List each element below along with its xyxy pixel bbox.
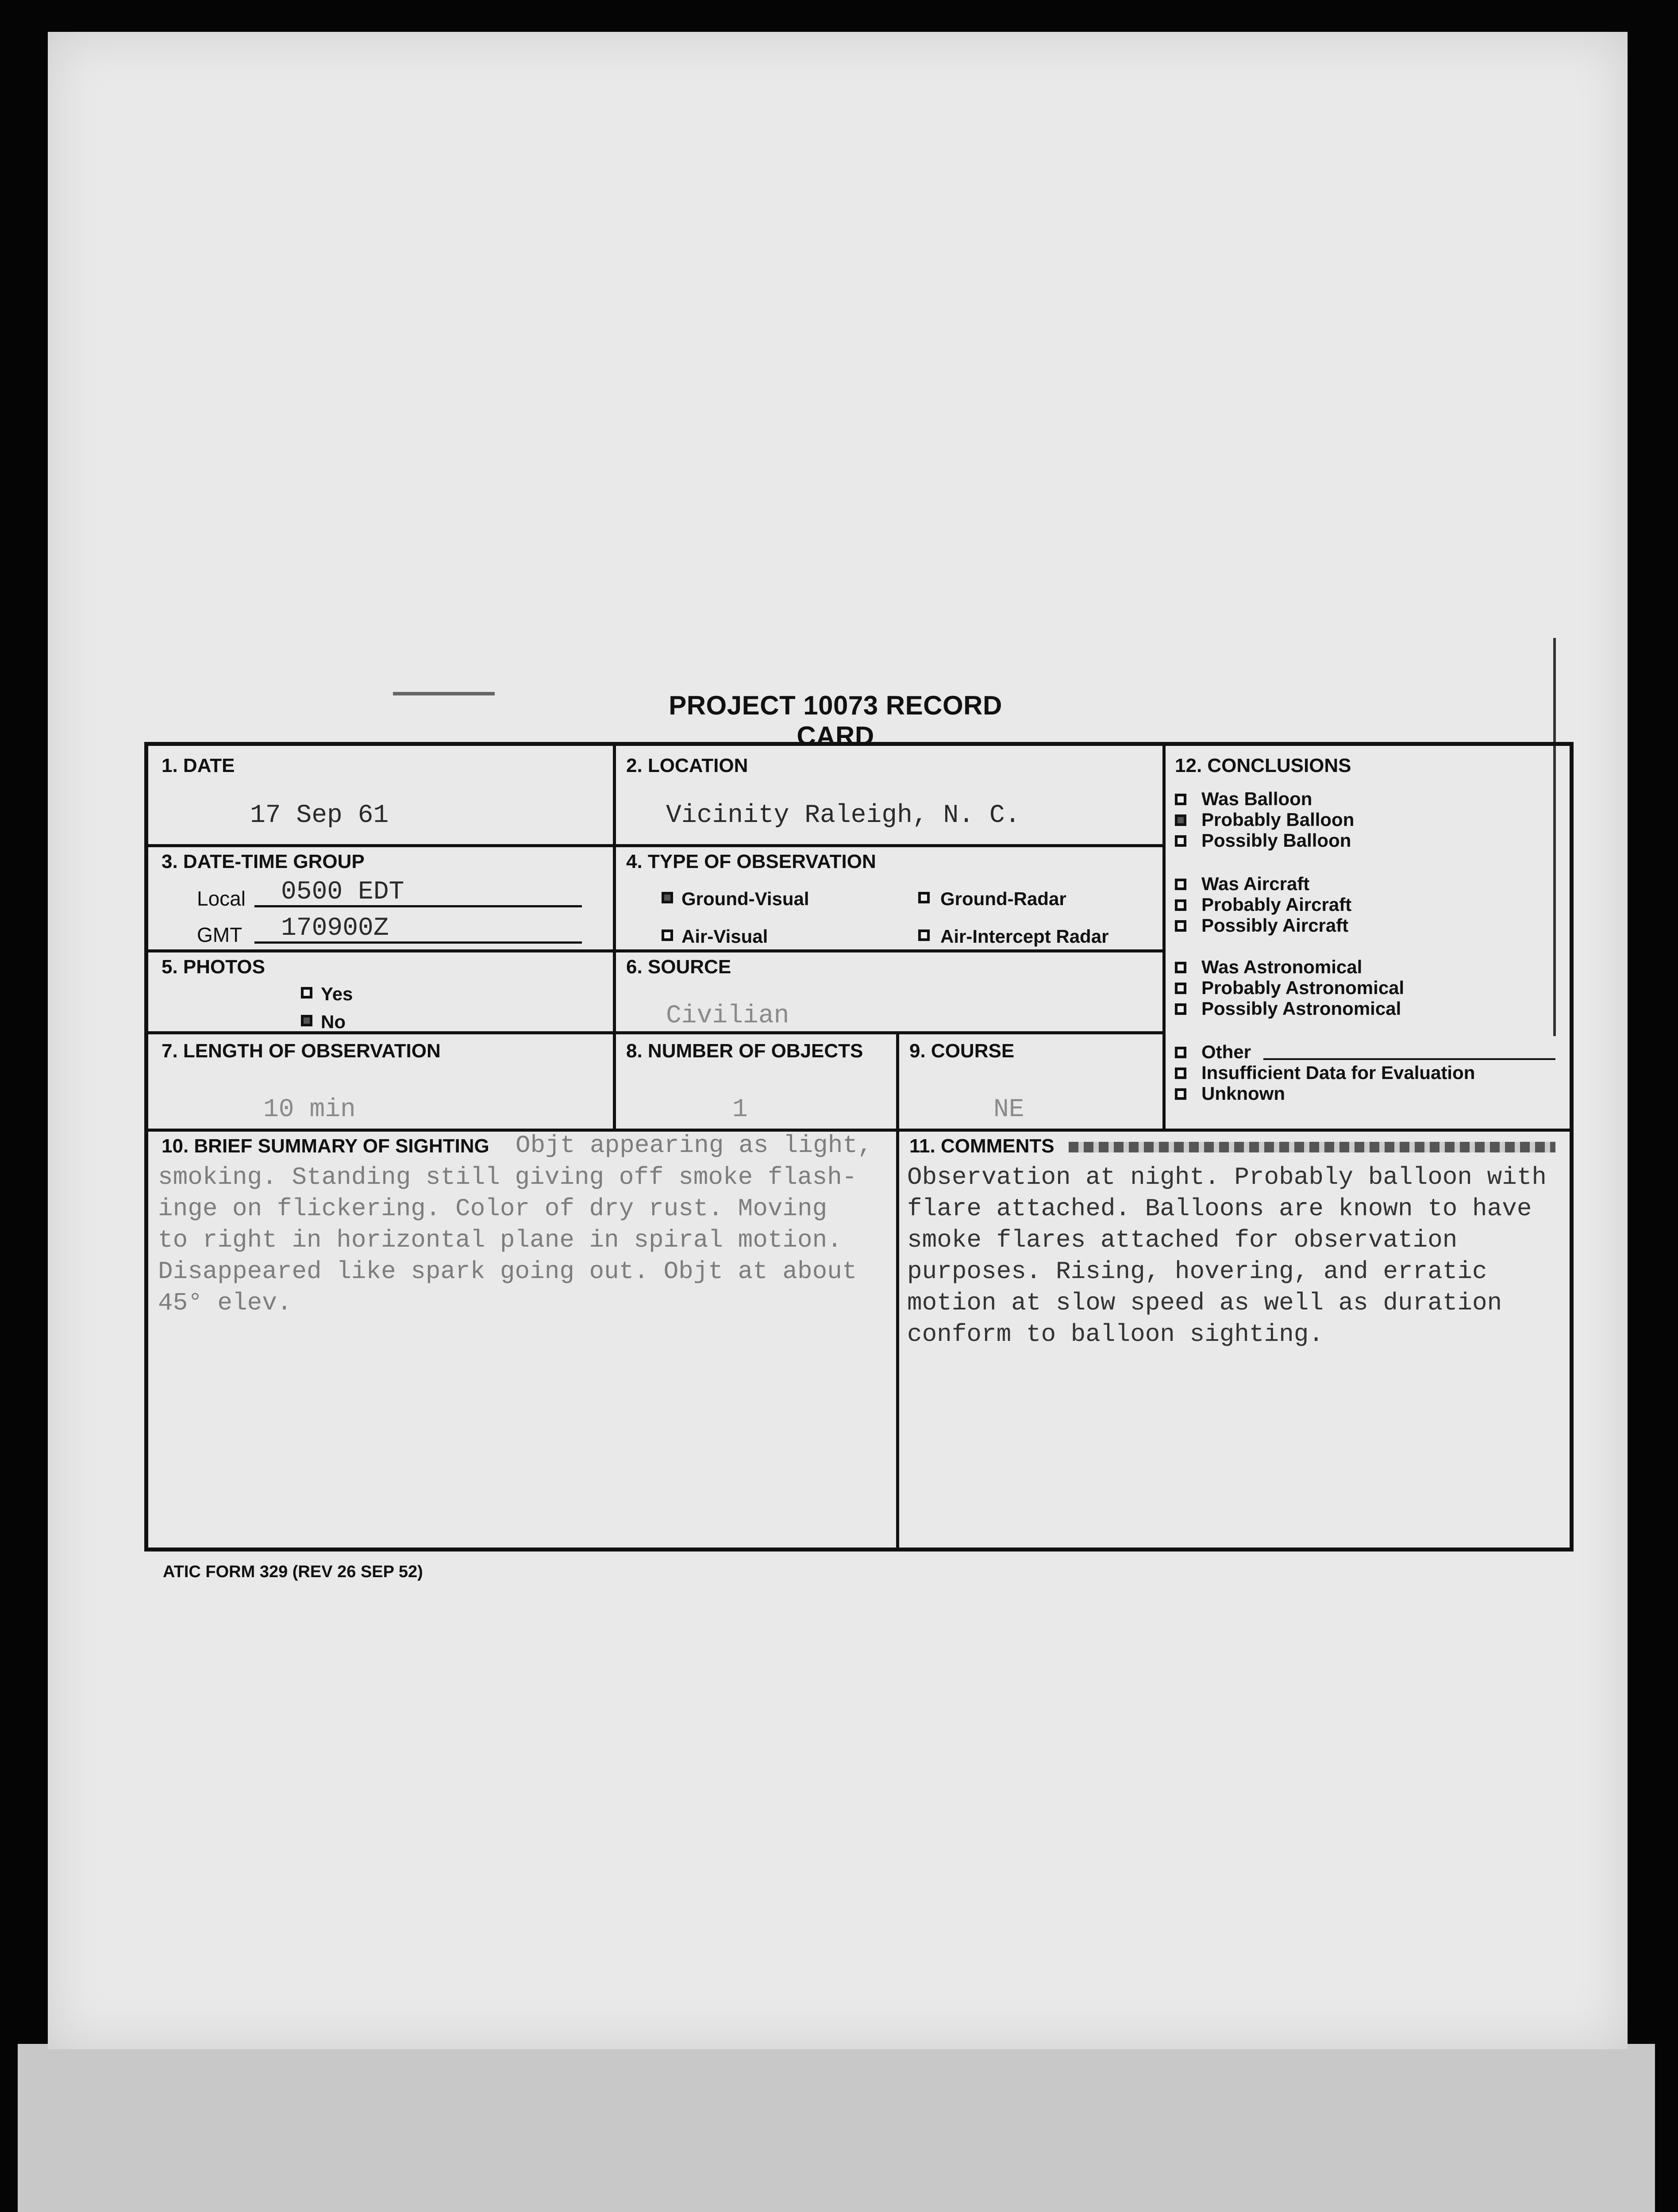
grid-line	[1162, 746, 1166, 1131]
dtg-label: 3. DATE-TIME GROUP	[162, 851, 365, 872]
dtg-local-value: 0500 EDT	[281, 878, 404, 906]
unknown-label: Unknown	[1201, 1083, 1285, 1104]
insufficient-data-label: Insufficient Data for Evaluation	[1201, 1062, 1475, 1083]
probably-aircraft-label: Probably Aircraft	[1201, 894, 1352, 915]
possibly-balloon-label: Possibly Balloon	[1201, 830, 1351, 851]
was-astronomical-label: Was Astronomical	[1201, 956, 1362, 977]
source-value: Civilian	[666, 1002, 789, 1030]
location-value: Vicinity Raleigh, N. C.	[666, 801, 1020, 830]
photos-yes-checkbox[interactable]	[301, 987, 312, 998]
possibly-aircraft-label: Possibly Aircraft	[1201, 915, 1349, 936]
probably-astronomical-label: Probably Astronomical	[1201, 977, 1405, 998]
was-balloon-label: Was Balloon	[1201, 788, 1312, 809]
possibly-astronomical-label: Possibly Astronomical	[1201, 998, 1401, 1019]
grid-line	[148, 1031, 1162, 1034]
probably-astronomical-checkbox[interactable]	[1175, 983, 1186, 994]
lower-backing-sheet	[18, 2044, 1655, 2212]
length-value: 10 min	[263, 1095, 356, 1124]
grid-line	[896, 1031, 899, 1131]
page-title: PROJECT 10073 RECORD CARD	[669, 691, 1002, 751]
possibly-aircraft-checkbox[interactable]	[1175, 920, 1186, 932]
was-astronomical-checkbox[interactable]	[1175, 962, 1186, 973]
length-label: 7. LENGTH OF OBSERVATION	[162, 1040, 441, 1062]
grid-line	[896, 1129, 899, 1548]
record-card-grid	[144, 742, 1574, 1551]
location-label: 2. LOCATION	[626, 755, 748, 776]
date-value: 17 Sep 61	[250, 801, 389, 830]
record-sheet	[48, 32, 1628, 2049]
comments-text: Observation at night. Probably balloon with flare attached. Balloons are known to have smoke flares attached for observation purposes. Rising, hovering, and erratic motion at slow speed as well as duration conform to balloon sighting.	[907, 1163, 1547, 1348]
summary-first-line: Objt appearing as light,	[516, 1131, 873, 1160]
was-balloon-checkbox[interactable]	[1175, 794, 1186, 805]
air-intercept-radar-checkbox[interactable]	[918, 929, 930, 941]
course-label: 9. COURSE	[909, 1040, 1015, 1062]
form-id: ATIC FORM 329 (REV 26 SEP 52)	[163, 1563, 423, 1581]
date-label: 1. DATE	[162, 755, 235, 776]
ground-visual-label: Ground-Visual	[681, 888, 809, 909]
grid-line	[613, 746, 616, 1131]
was-aircraft-label: Was Aircraft	[1201, 873, 1310, 894]
possibly-astronomical-checkbox[interactable]	[1175, 1003, 1186, 1015]
insufficient-data-checkbox[interactable]	[1175, 1068, 1186, 1079]
dtg-local-label: Local	[197, 887, 246, 910]
was-aircraft-checkbox[interactable]	[1175, 879, 1186, 890]
ground-radar-label: Ground-Radar	[940, 888, 1066, 909]
source-label: 6. SOURCE	[626, 956, 731, 978]
photos-no-label: No	[321, 1011, 346, 1032]
ground-visual-checkbox[interactable]	[662, 892, 673, 903]
dtg-gmt-value: 170900Z	[281, 914, 389, 943]
unknown-checkbox[interactable]	[1175, 1088, 1186, 1100]
probably-balloon-label: Probably Balloon	[1201, 809, 1355, 830]
photos-label: 5. PHOTOS	[162, 956, 265, 978]
other-checkbox[interactable]	[1175, 1047, 1186, 1058]
grid-line	[148, 949, 1162, 952]
other-label: Other	[1201, 1041, 1251, 1062]
photos-no-checkbox[interactable]	[301, 1015, 312, 1026]
possibly-balloon-checkbox[interactable]	[1175, 835, 1186, 847]
probably-aircraft-checkbox[interactable]	[1175, 899, 1186, 911]
course-value: NE	[993, 1095, 1024, 1124]
summary-label: 10. BRIEF SUMMARY OF SIGHTING	[162, 1135, 489, 1157]
observation-type-label: 4. TYPE OF OBSERVATION	[626, 851, 876, 872]
ground-radar-checkbox[interactable]	[918, 892, 930, 903]
comments-label: 11. COMMENTS	[909, 1135, 1055, 1157]
other-underline	[1263, 1058, 1555, 1060]
objects-label: 8. NUMBER OF OBJECTS	[626, 1040, 863, 1062]
summary-text: smoking. Standing still giving off smoke flash- inge on flickering. Color of dry rust. Moving to right in horizontal plane in spiral motion. Disappeared like spark going out. Objt at about 45° elev.	[158, 1163, 857, 1317]
grid-line	[148, 844, 1162, 847]
photos-yes-label: Yes	[321, 983, 353, 1004]
air-visual-label: Air-Visual	[681, 926, 768, 947]
struck-out-text	[1069, 1142, 1555, 1152]
dtg-gmt-label: GMT	[197, 923, 242, 946]
pencil-mark	[393, 692, 495, 695]
objects-value: 1	[732, 1095, 748, 1124]
air-visual-checkbox[interactable]	[662, 929, 673, 941]
air-intercept-radar-label: Air-Intercept Radar	[940, 926, 1109, 947]
conclusions-label: 12. CONCLUSIONS	[1175, 755, 1351, 776]
probably-balloon-checkbox[interactable]	[1175, 814, 1186, 826]
